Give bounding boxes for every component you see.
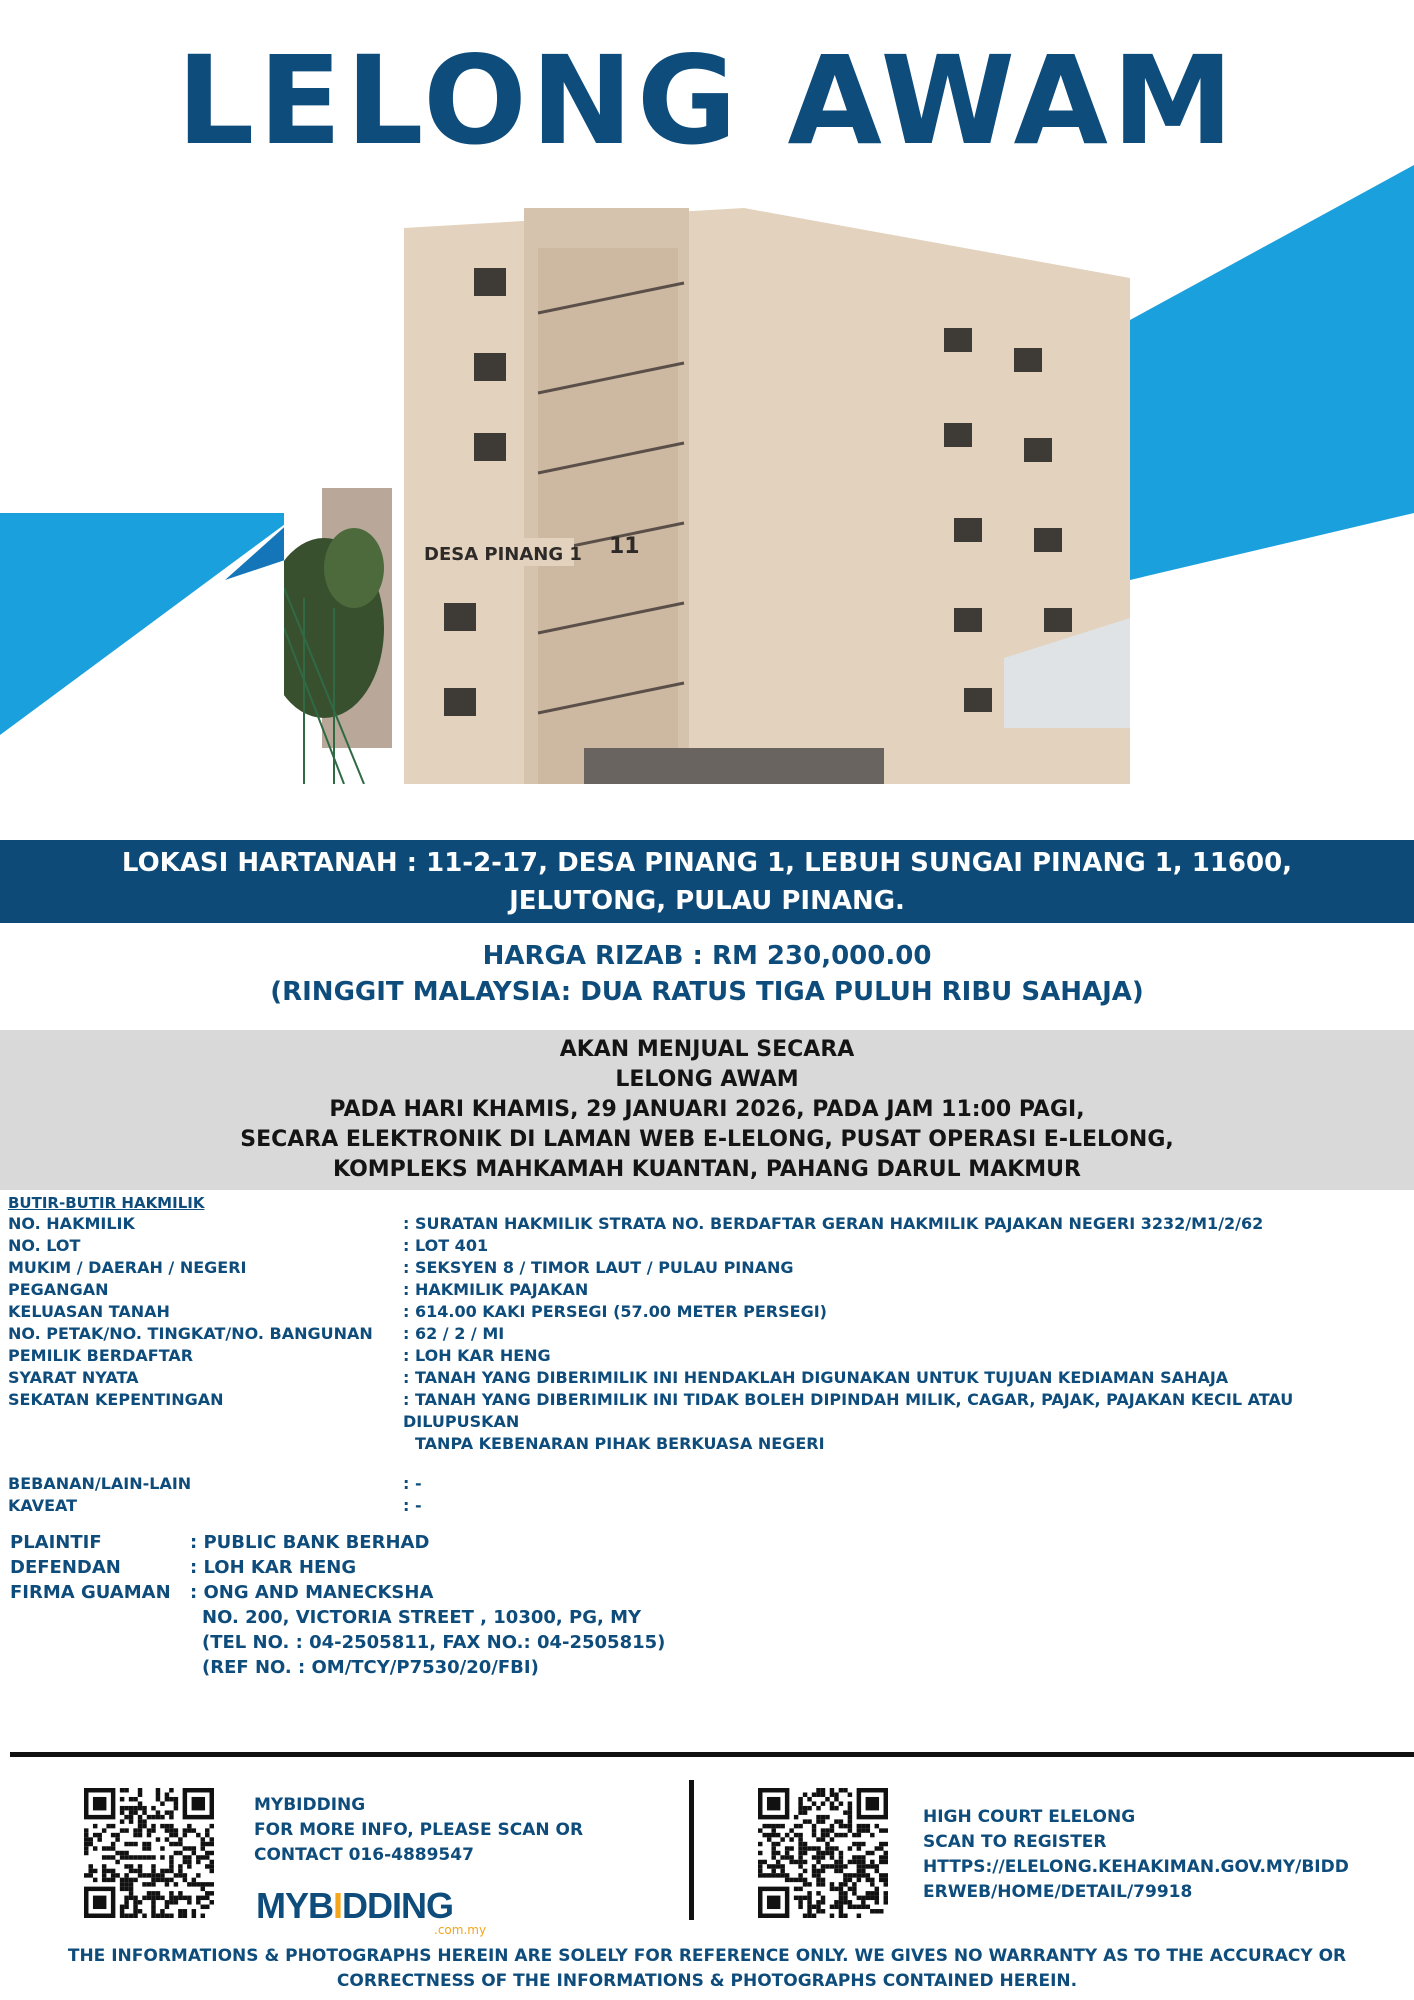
detail-value: : 614.00 KAKI PERSEGI (57.00 METER PERSEGI) [403, 1302, 827, 1321]
title-details-heading: BUTIR-BUTIR HAKMILIK [8, 1194, 205, 1212]
detail-value [403, 1389, 1408, 1455]
detail-label: NO. PETAK/NO. TINGKAT/NO. BANGUNAN [8, 1324, 373, 1343]
auction-line: KOMPLEKS MAHKAMAH KUANTAN, PAHANG DARUL MAKMUR [333, 1157, 1081, 1182]
detail-row [8, 1213, 1408, 1235]
detail-row [8, 1257, 1408, 1279]
detail-value: : - [403, 1474, 422, 1493]
detail-label: KAVEAT [8, 1496, 78, 1515]
detail-value: : HAKMILIK PAJAKAN [403, 1280, 589, 1299]
building-sign: DESA PINANG 1 [424, 544, 582, 565]
elelong-name: HIGH COURT ELELONG [923, 1807, 1136, 1827]
detail-label: SYARAT NYATA [8, 1368, 139, 1387]
law-firm-address: NO. 200, VICTORIA STREET , 10300, PG, MY [202, 1607, 642, 1628]
detail-value: : SEKSYEN 8 / TIMOR LAUT / PULAU PINANG [403, 1258, 794, 1277]
detail-label: NO. LOT [8, 1236, 81, 1255]
detail-label: PEGANGAN [8, 1280, 109, 1299]
auction-line: AKAN MENJUAL SECARA [559, 1037, 855, 1062]
property-location-banner [0, 840, 1414, 923]
plaintiff-value: : PUBLIC BANK BERHAD [190, 1532, 430, 1553]
reserve-price-line-2: (RINGGIT MALAYSIA: DUA RATUS TIGA PULUH RIBU SAHAJA) [270, 977, 1144, 1007]
reserve-price [0, 938, 1414, 1010]
detail-row [8, 1323, 1408, 1345]
elelong-info-line: SCAN TO REGISTER [923, 1832, 1107, 1852]
mybidding-logo-domain: .com.my [434, 1923, 487, 1937]
elelong-info [923, 1805, 1349, 1905]
elelong-qr-code[interactable] [758, 1788, 888, 1918]
detail-row [8, 1389, 1408, 1455]
detail-value: : LOH KAR HENG [403, 1346, 551, 1365]
disclaimer-line: CORRECTNESS OF THE INFORMATIONS & PHOTOGRAPHS CONTAINED HEREIN. [336, 1971, 1078, 1991]
mybidding-info [254, 1793, 583, 1868]
detail-value-line: : TANAH YANG DIBERIMILIK INI TIDAK BOLEH DIPINDAH MILIK, CAGAR, PAJAK, PAJAKAN KECIL ATAU DILUPUSKAN [403, 1390, 1294, 1431]
block-number: 11 [609, 534, 640, 559]
detail-value: : LOT 401 [403, 1236, 489, 1255]
detail-value: : - [403, 1496, 422, 1515]
detail-label: PEMILIK BERDAFTAR [8, 1346, 194, 1365]
detail-row [8, 1345, 1408, 1367]
detail-label: SEKATAN KEPENTINGAN [8, 1390, 224, 1409]
detail-row [8, 1235, 1408, 1257]
detail-row [8, 1473, 1408, 1495]
mybidding-logo: MYBIDDING .com.my [256, 1885, 487, 1937]
law-firm-reference: (REF NO. : OM/TCY/P7530/20/FBI) [202, 1657, 539, 1678]
mybidding-name: MYBIDDING [254, 1795, 366, 1815]
location-line-1: LOKASI HARTANAH : 11-2-17, DESA PINANG 1, LEBUH SUNGAI PINANG 1, 11600, [121, 847, 1293, 878]
property-photo [284, 208, 1130, 784]
detail-value-line: TANPA KEBENARAN PIHAK BERKUASA NEGERI [415, 1434, 825, 1453]
auction-info-banner [0, 1030, 1414, 1190]
parties [10, 1530, 665, 1680]
reserve-price-line-1: HARGA RIZAB : RM 230,000.00 [482, 941, 932, 971]
defendant-value: : LOH KAR HENG [190, 1557, 357, 1578]
title-details [8, 1193, 1408, 1517]
detail-value: : TANAH YANG DIBERIMILIK INI HENDAKLAH DIGUNAKAN UNTUK TUJUAN KEDIAMAN SAHAJA [403, 1368, 1229, 1387]
detail-label: NO. HAKMILIK [8, 1214, 135, 1233]
detail-value: : SURATAN HAKMILIK STRATA NO. BERDAFTAR GERAN HAKMILIK PAJAKAN NEGERI 3232/M1/2/62 [403, 1214, 1264, 1233]
footer-vertical-divider [689, 1780, 694, 1920]
detail-row [8, 1367, 1408, 1389]
disclaimer [0, 1944, 1414, 1994]
mybidding-info-line: FOR MORE INFO, PLEASE SCAN OR [254, 1820, 584, 1840]
detail-row [8, 1301, 1408, 1323]
plaintiff-label: PLAINTIF [10, 1532, 102, 1553]
disclaimer-line: THE INFORMATIONS & PHOTOGRAPHS HEREIN ARE SOLELY FOR REFERENCE ONLY. WE GIVES NO WARRANTY AS TO THE ACCURACY OR [67, 1946, 1347, 1966]
footer-divider [10, 1752, 1414, 1757]
elelong-url[interactable]: ERWEB/HOME/DETAIL/79918 [923, 1882, 1193, 1902]
page-title: LELONG AWAM [176, 30, 1238, 172]
location-line-2: JELUTONG, PULAU PINANG. [509, 885, 905, 916]
detail-row [8, 1279, 1408, 1301]
mybidding-qr-code[interactable] [84, 1788, 214, 1918]
detail-label: BEBANAN/LAIN-LAIN [8, 1474, 192, 1493]
law-firm-value: : ONG AND MANECKSHA [190, 1582, 434, 1603]
auction-line: LELONG AWAM [615, 1067, 799, 1092]
law-firm-label: FIRMA GUAMAN [10, 1582, 171, 1603]
elelong-url[interactable]: HTTPS://ELELONG.KEHAKIMAN.GOV.MY/BIDD [923, 1857, 1349, 1877]
detail-label: KELUASAN TANAH [8, 1302, 170, 1321]
detail-row [8, 1495, 1408, 1517]
defendant-label: DEFENDAN [10, 1557, 121, 1578]
mybidding-contact[interactable]: CONTACT 016-4889547 [254, 1845, 474, 1865]
detail-label: MUKIM / DAERAH / NEGERI [8, 1258, 247, 1277]
auction-line: SECARA ELEKTRONIK DI LAMAN WEB E-LELONG, PUSAT OPERASI E-LELONG, [240, 1127, 1174, 1152]
detail-value: : 62 / 2 / MI [403, 1324, 505, 1343]
law-firm-contact: (TEL NO. : 04-2505811, FAX NO.: 04-2505815) [202, 1632, 666, 1653]
auction-line: PADA HARI KHAMIS, 29 JANUARI 2026, PADA JAM 11:00 PAGI, [329, 1097, 1085, 1122]
